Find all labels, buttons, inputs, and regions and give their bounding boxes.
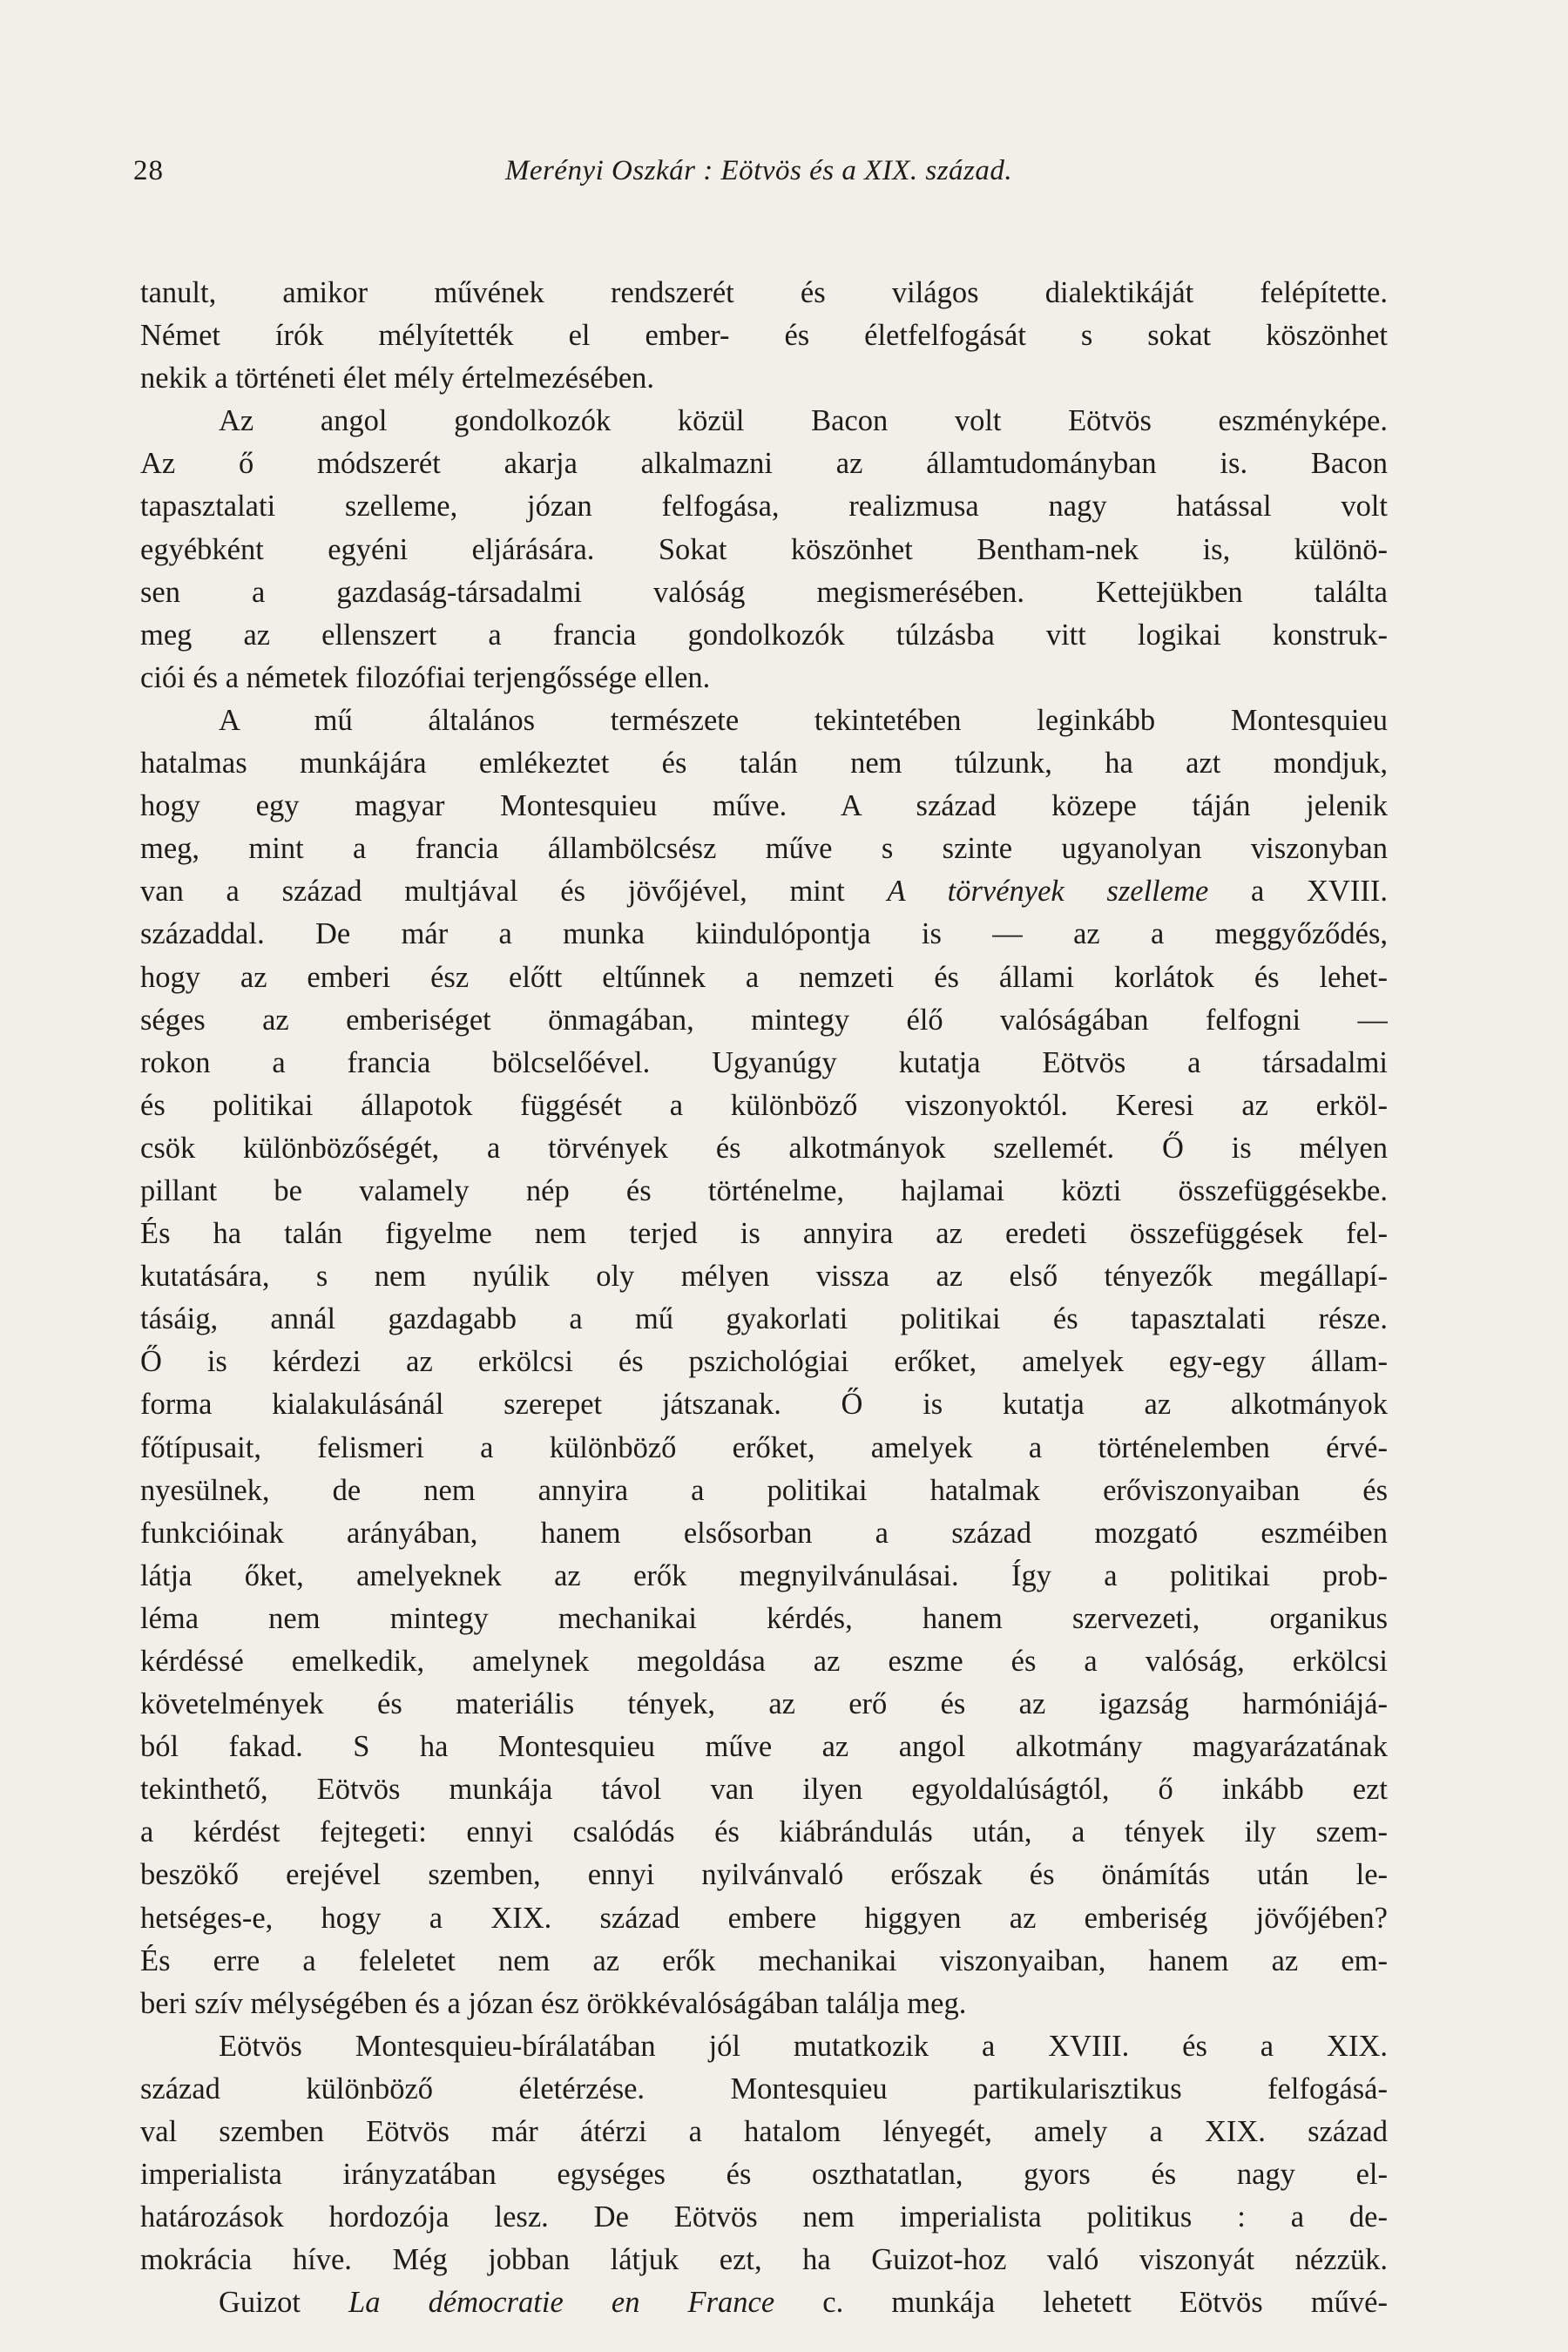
- italic-title: A törvények szelleme: [887, 875, 1209, 909]
- text-line: val szemben Eötvös már átérzi a hatalom lényegét, amely a XIX. század: [140, 2115, 1388, 2149]
- text-line-with-italic: van a század multjával és jövőjével, mint A törvények szelleme a XVIII.: [140, 875, 1388, 909]
- text-line: sen a gazdaság-társadalmi valóság megismerésében. Kettejükben találta: [140, 575, 1388, 609]
- text-line: nekik a történeti élet mély értelmezésében.: [140, 362, 655, 395]
- text-line: rokon a francia bölcselőével. Ugyanúgy kutatja Eötvös a társadalmi: [140, 1045, 1388, 1079]
- text-line: pillant be valamely nép és történelme, hajlamai közti összefüggésekbe.: [140, 1173, 1388, 1207]
- text-line: hogy egy magyar Montesquieu műve. A század közepe táján jelenik: [140, 789, 1388, 823]
- text-line: Az ő módszerét akarja alkalmazni az államtudományban is. Bacon: [140, 447, 1388, 481]
- text-line: tanult, amikor művének rendszerét és világos dialektikáját felépítette.: [140, 276, 1388, 309]
- text-line: kutatására, s nem nyúlik oly mélyen vissza az első tényezők megállapí-: [140, 1260, 1388, 1294]
- text-line: beszökő erejével szemben, ennyi nyilvánvaló erőszak és önámítás után le-: [140, 1858, 1388, 1892]
- italic-title: La démocratie en France: [348, 2286, 775, 2320]
- running-title: Merényi Oszkár : Eötvös és a XIX. század.: [504, 155, 1013, 186]
- text-line: század különböző életérzése. Montesquieu partikularisztikus felfogásá-: [140, 2072, 1388, 2105]
- text-line: látja őket, amelyeknek az erők megnyilvánulásai. Így a politikai prob-: [140, 1558, 1388, 1592]
- text-line: És erre a feleletet nem az erők mechanikai viszonyaiban, hanem az em-: [140, 1943, 1388, 1977]
- text-line: imperialista irányzatában egységes és oszthatatlan, gyors és nagy el-: [140, 2158, 1388, 2192]
- text-line: hetséges-e, hogy a XIX. század embere higgyen az emberiség jövőjében?: [140, 1901, 1388, 1935]
- text-line: Ő is kérdezi az erkölcsi és pszichológiai erőket, amelyek egy-egy állam-: [140, 1345, 1388, 1379]
- text-line: beri szív mélységében és a józan ész örökkévalóságában találja meg.: [140, 1986, 967, 2020]
- text-line: meg, mint a francia állambölcsész műve s szinte ugyanolyan viszonyban: [140, 832, 1388, 866]
- text-line: hatalmas munkájára emlékeztet és talán nem túlzunk, ha azt mondjuk,: [140, 747, 1388, 781]
- text-line: tásáig, annál gazdagabb a mű gyakorlati politikai és tapasztalati része.: [140, 1302, 1388, 1336]
- page-number: 28: [133, 155, 164, 186]
- text-line: ból fakad. S ha Montesquieu műve az angol alkotmány magyarázatának: [140, 1730, 1388, 1764]
- text-line: És ha talán figyelme nem terjed is annyira az eredeti összefüggések fel-: [140, 1217, 1388, 1251]
- text-line: és politikai állapotok függését a különböző viszonyoktól. Keresi az erköl-: [140, 1088, 1388, 1122]
- text-line: ciói és a németek filozófiai terjengőssége ellen.: [140, 660, 711, 694]
- text-line: követelmények és materiális tények, az erő és az igazság harmóniájá-: [140, 1687, 1388, 1721]
- text-line: a kérdést fejtegeti: ennyi csalódás és kiábrándulás után, a tények ily szem-: [140, 1815, 1388, 1849]
- text-line: tapasztalati szelleme, józan felfogása, realizmusa nagy hatással volt: [140, 490, 1388, 524]
- text-line: funkcióinak arányában, hanem elsősorban a század mozgató eszméiben: [140, 1516, 1388, 1550]
- text-line: Eötvös Montesquieu-bírálatában jól mutatkozik a XVIII. és a XIX.: [219, 2029, 1388, 2063]
- text-line: mokrácia híve. Még jobban látjuk ezt, ha Guizot-hoz való viszonyát nézzük.: [140, 2243, 1388, 2277]
- text-line: séges az emberiséget önmagában, mintegy élő valóságában felfogni —: [140, 1003, 1388, 1037]
- page-header: [133, 148, 1384, 200]
- text-line: nyesülnek, de nem annyira a politikai hatalmak erőviszonyaiban és: [140, 1473, 1388, 1507]
- text-line: egyébként egyéni eljárására. Sokat köszönhet Bentham-nek is, különö-: [140, 532, 1388, 566]
- text-line: kérdéssé emelkedik, amelynek megoldása az eszme és a valóság, erkölcsi: [140, 1645, 1388, 1678]
- text-line: századdal. De már a munka kiindulópontja is — az a meggyőződés,: [140, 917, 1388, 951]
- text-line: főtípusait, felismeri a különböző erőket, amelyek a történelemben érvé-: [140, 1430, 1388, 1464]
- text-line-with-italic: Guizot La démocratie en France c. munkája lehetett Eötvös művé-: [219, 2286, 1388, 2320]
- text-line: forma kialakulásánál szerepet játszanak. Ő is kutatja az alkotmányok: [140, 1388, 1388, 1422]
- text-line: Német írók mélyítették el ember- és életfelfogását s sokat köszönhet: [140, 319, 1388, 353]
- text-line: meg az ellenszert a francia gondolkozók túlzásba vitt logikai konstruk-: [140, 618, 1388, 652]
- body-text: [140, 272, 1388, 2325]
- text-line: csök különbözőségét, a törvények és alkotmányok szellemét. Ő is mélyen: [140, 1131, 1388, 1165]
- text-line: tekinthető, Eötvös munkája távol van ilyen egyoldalúságtól, ő inkább ezt: [140, 1773, 1388, 1807]
- text-line: léma nem mintegy mechanikai kérdés, hanem szervezeti, organikus: [140, 1601, 1388, 1635]
- text-line: Az angol gondolkozók közül Bacon volt Eötvös eszményképe.: [219, 404, 1388, 438]
- text-line: hogy az emberi ész előtt eltűnnek a nemzeti és állami korlátok és lehet-: [140, 960, 1388, 994]
- text-line: A mű általános természete tekintetében leginkább Montesquieu: [219, 703, 1388, 737]
- text-line: határozások hordozója lesz. De Eötvös nem imperialista politikus : a de-: [140, 2200, 1388, 2234]
